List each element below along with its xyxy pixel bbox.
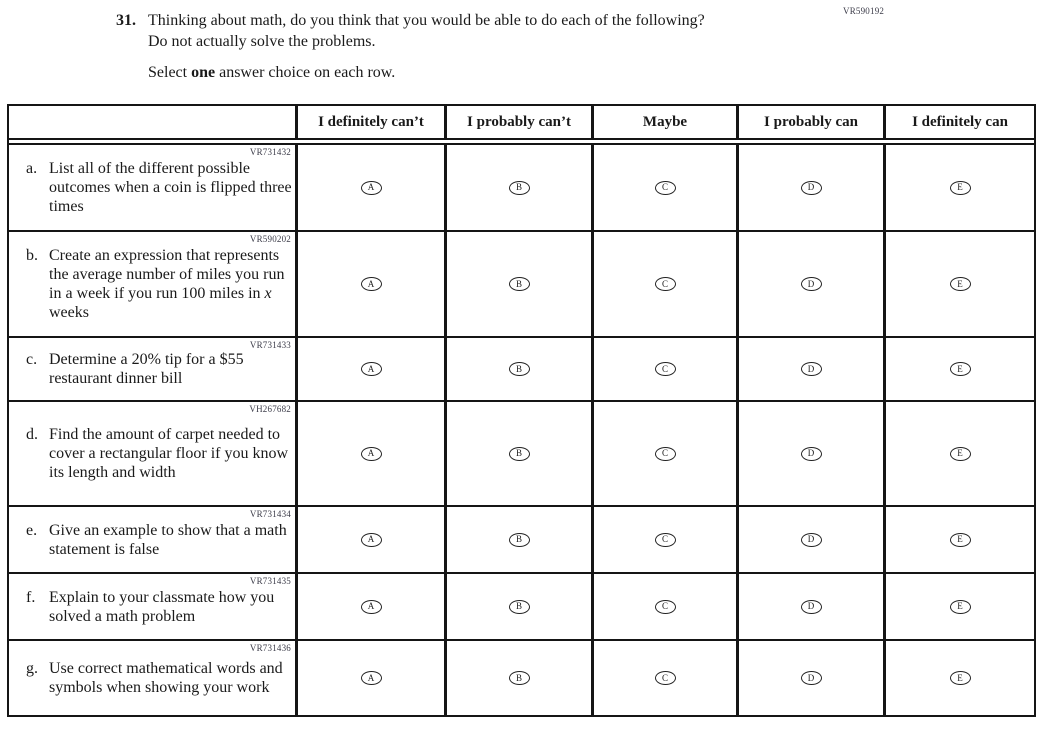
table-row-a (9, 145, 1034, 232)
answer-bubble-e-E[interactable] (950, 533, 971, 547)
bubble-cell-a1 (298, 145, 447, 230)
row-statement-b-prefix: Create an expression that represents the average number of miles you run in a week if you run 100 miles in (49, 247, 285, 302)
row-statement-g: Use correct mathematical words and symbols when showing your work (49, 660, 283, 696)
answer-bubble-d-A[interactable] (361, 447, 382, 461)
bubble-letter: A (367, 534, 375, 544)
bubble-letter: C (661, 278, 668, 289)
bubble-letter: E (957, 672, 963, 683)
answer-bubble-g-D[interactable] (801, 671, 822, 685)
bubble-letter: C (661, 672, 668, 683)
instruction-prefix: Select (148, 64, 192, 81)
bubble-cell-d3 (594, 402, 739, 505)
row-statement-a: List all of the different possible outcomes when a coin is flipped three times (49, 160, 292, 215)
bubble-cell-f5 (886, 574, 1034, 639)
bubble-cell-d1 (298, 402, 447, 505)
answer-bubble-d-D[interactable] (801, 447, 822, 461)
row-text-g (26, 659, 293, 697)
bubble-letter: B (515, 534, 522, 544)
bubble-letter: A (367, 363, 375, 374)
answer-bubble-e-B[interactable] (509, 533, 530, 547)
answer-bubble-f-A[interactable] (361, 600, 382, 614)
bubble-letter: A (367, 448, 375, 458)
bubble-letter: C (661, 363, 668, 374)
row-code-d: VH267682 (249, 404, 291, 414)
row-stem-b (9, 232, 298, 336)
row-statement-d: Find the amount of carpet needed to cover a rectangular floor if you know its length and width (49, 426, 289, 481)
bubble-cell-e5 (886, 507, 1034, 572)
answer-bubble-g-E[interactable] (950, 671, 971, 685)
bubble-cell-a4 (739, 145, 886, 230)
answer-bubble-c-C[interactable] (655, 362, 676, 376)
row-text-a (26, 159, 293, 216)
bubble-letter: D (807, 278, 815, 289)
answer-bubble-a-C[interactable] (655, 181, 676, 195)
table-row-d (9, 402, 1034, 507)
row-text-f (26, 588, 293, 626)
row-stem-c (9, 338, 298, 400)
column-header-probably-can: I probably can (739, 106, 886, 138)
answer-bubble-f-D[interactable] (801, 600, 822, 614)
bubble-cell-g2 (447, 641, 594, 715)
bubble-cell-b1 (298, 232, 447, 336)
answer-bubble-c-A[interactable] (361, 362, 382, 376)
row-statement-b-variable: x (264, 285, 272, 302)
instruction-suffix: answer choice on each row. (215, 64, 396, 81)
answer-bubble-f-B[interactable] (509, 600, 530, 614)
answer-bubble-g-B[interactable] (509, 671, 530, 685)
bubble-letter: E (957, 601, 963, 611)
bubble-letter: E (957, 534, 963, 544)
bubble-letter: E (957, 363, 963, 374)
question-number: 31. (116, 12, 136, 29)
row-stem-d (9, 402, 298, 505)
row-statement-f: Explain to your classmate how you solved a math problem (49, 588, 275, 625)
bubble-cell-a2 (447, 145, 594, 230)
answer-bubble-b-D[interactable] (801, 277, 822, 291)
row-code-c: VR731433 (249, 340, 291, 350)
row-label-g: g. (26, 660, 38, 677)
bubble-cell-f3 (594, 574, 739, 639)
bubble-cell-f4 (739, 574, 886, 639)
bubble-cell-c2 (447, 338, 594, 400)
bubble-cell-b3 (594, 232, 739, 336)
row-stem-f (9, 574, 298, 639)
answer-bubble-b-B[interactable] (509, 277, 530, 291)
row-label-b: b. (26, 247, 38, 264)
bubble-letter: D (807, 534, 815, 544)
answer-bubble-f-E[interactable] (950, 600, 971, 614)
answer-bubble-a-D[interactable] (801, 181, 822, 195)
bubble-cell-c5 (886, 338, 1034, 400)
bubble-letter: A (367, 601, 375, 611)
bubble-letter: C (661, 448, 668, 458)
answer-bubble-d-C[interactable] (655, 447, 676, 461)
bubble-letter: A (367, 278, 375, 289)
row-statement-e: Give an example to show that a math statement is false (49, 521, 287, 558)
row-label-a: a. (26, 160, 38, 177)
row-label-e: e. (26, 521, 38, 539)
row-text-e (26, 521, 293, 559)
question-block (116, 10, 856, 83)
row-code-a: VR731432 (249, 147, 291, 157)
table-row-b (9, 232, 1034, 338)
bubble-letter: A (367, 182, 375, 192)
bubble-letter: E (957, 448, 963, 458)
row-statement-c: Determine a 20% tip for a $55 restaurant dinner bill (49, 351, 244, 387)
answer-bubble-a-B[interactable] (509, 181, 530, 195)
table-row-g (9, 641, 1034, 715)
bubble-cell-d2 (447, 402, 594, 505)
answer-bubble-b-C[interactable] (655, 277, 676, 291)
bubble-cell-c1 (298, 338, 447, 400)
answer-bubble-a-E[interactable] (950, 181, 971, 195)
row-text-c (26, 350, 293, 388)
answer-bubble-d-E[interactable] (950, 447, 971, 461)
bubble-letter: D (807, 363, 815, 374)
bubble-cell-f1 (298, 574, 447, 639)
bubble-letter: B (515, 278, 522, 289)
row-code-e: VR731434 (249, 509, 291, 519)
instruction-bold-word: one (191, 64, 216, 81)
answer-bubble-e-A[interactable] (361, 533, 382, 547)
bubble-cell-g4 (739, 641, 886, 715)
header-stem-spacer (9, 106, 298, 138)
bubble-cell-c3 (594, 338, 739, 400)
column-header-definitely-cant: I definitely can’t (298, 106, 447, 138)
bubble-letter: B (515, 601, 522, 611)
answer-bubble-e-C[interactable] (655, 533, 676, 547)
question-text (148, 10, 705, 52)
answer-bubble-g-C[interactable] (655, 671, 676, 685)
column-header-maybe: Maybe (594, 106, 739, 138)
bubble-cell-g1 (298, 641, 447, 715)
bubble-letter: B (515, 182, 522, 192)
bubble-letter: E (957, 182, 963, 192)
table-row-f (9, 574, 1034, 641)
bubble-cell-g3 (594, 641, 739, 715)
bubble-cell-f2 (447, 574, 594, 639)
row-stem-g (9, 641, 298, 715)
bubble-cell-d4 (739, 402, 886, 505)
bubble-letter: A (367, 672, 375, 683)
bubble-cell-g5 (886, 641, 1034, 715)
bubble-letter: C (661, 601, 668, 611)
row-label-f: f. (26, 588, 36, 606)
bubble-cell-e2 (447, 507, 594, 572)
row-text-d (26, 425, 293, 482)
row-stem-a (9, 145, 298, 230)
bubble-cell-b2 (447, 232, 594, 336)
answer-bubble-b-E[interactable] (950, 277, 971, 291)
row-statement-b-suffix: weeks (49, 304, 89, 321)
form-code: VR590192 (843, 6, 885, 16)
answer-bubble-a-A[interactable] (361, 181, 382, 195)
bubble-letter: C (661, 534, 668, 544)
table-header-row (9, 106, 1034, 145)
answer-bubble-c-E[interactable] (950, 362, 971, 376)
table-row-e (9, 507, 1034, 574)
answer-bubble-f-C[interactable] (655, 600, 676, 614)
bubble-letter: D (807, 182, 815, 192)
row-code-b: VR590202 (249, 234, 291, 244)
bubble-cell-e1 (298, 507, 447, 572)
answer-bubble-c-D[interactable] (801, 362, 822, 376)
bubble-letter: D (807, 672, 815, 683)
answer-bubble-e-D[interactable] (801, 533, 822, 547)
bubble-letter: B (515, 363, 522, 374)
row-code-g: VR731436 (249, 643, 291, 653)
answer-bubble-b-A[interactable] (361, 277, 382, 291)
bubble-cell-e4 (739, 507, 886, 572)
bubble-letter: E (957, 278, 963, 289)
answer-bubble-g-A[interactable] (361, 671, 382, 685)
response-table (7, 104, 1036, 717)
bubble-cell-e3 (594, 507, 739, 572)
bubble-cell-b5 (886, 232, 1034, 336)
row-stem-e (9, 507, 298, 572)
question-text-line2: Do not actually solve the problems. (148, 33, 376, 50)
bubble-cell-a3 (594, 145, 739, 230)
row-label-c: c. (26, 351, 38, 368)
bubble-letter: B (515, 448, 522, 458)
bubble-letter: B (515, 672, 522, 683)
column-header-probably-cant: I probably can’t (447, 106, 594, 138)
answer-bubble-d-B[interactable] (509, 447, 530, 461)
row-label-d: d. (26, 426, 38, 443)
bubble-cell-b4 (739, 232, 886, 336)
row-text-b (26, 246, 293, 322)
table-row-c (9, 338, 1034, 402)
instruction-text (148, 62, 856, 83)
bubble-cell-c4 (739, 338, 886, 400)
bubble-letter: C (661, 182, 668, 192)
bubble-letter: D (807, 601, 815, 611)
column-header-definitely-can: I definitely can (912, 113, 1008, 130)
question-text-line1: Thinking about math, do you think that you would be able to do each of the following? (148, 12, 705, 29)
bubble-cell-a5 (886, 145, 1034, 230)
answer-bubble-c-B[interactable] (509, 362, 530, 376)
bubble-letter: D (807, 448, 815, 458)
bubble-cell-d5 (886, 402, 1034, 505)
row-code-f: VR731435 (249, 576, 291, 586)
